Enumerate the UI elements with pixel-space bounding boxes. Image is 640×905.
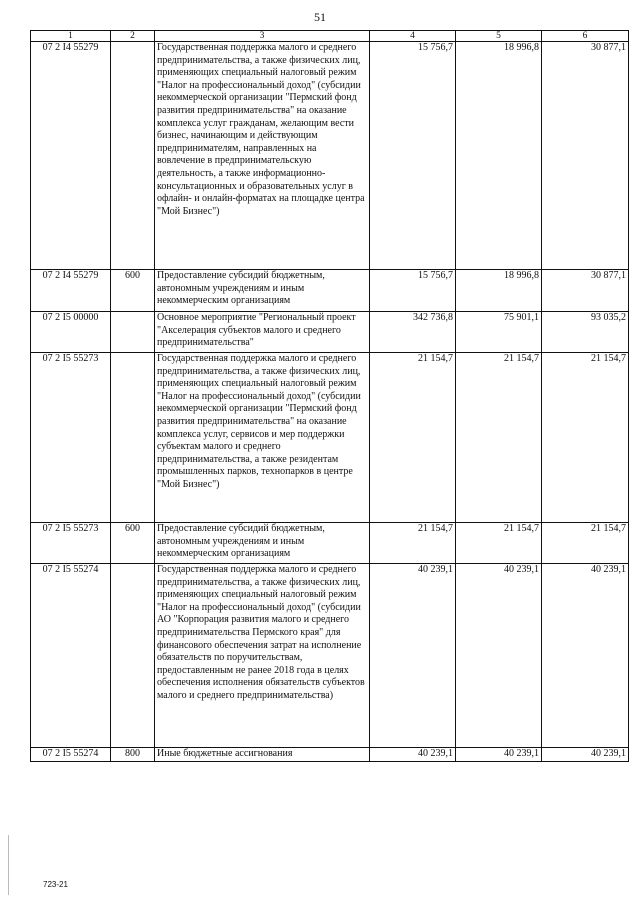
table-row [31, 523, 629, 564]
row-value-col4: 21 154,7 [370, 523, 456, 564]
row-value-col4: 40 239,1 [370, 564, 456, 748]
row-expense-type: 600 [111, 270, 155, 312]
row-value-col6: 40 239,1 [542, 748, 629, 762]
row-name: Государственная поддержка малого и среднего предпринимательства, а также физических лиц, применяющих специальный налоговый режим "Налог на профессиональный доход" (субсидии АО "Корпорация развития малого и среднего предпринимательства Пермского края" для финансового обеспечения затрат на исполнение обязательств по поручительствам, предоставленным не ранее 2018 года в целях обеспечения исполнения обязательств субъектов малого и среднего предпринимательства) [155, 564, 370, 748]
column-header-1: 1 [31, 31, 111, 42]
page-number: 51 [314, 10, 326, 24]
row-expense-type [111, 353, 155, 523]
row-name: Государственная поддержка малого и среднего предпринимательства, а также физических лиц, применяющих специальный налоговый режим "Налог на профессиональный доход" (субсидии некоммерческой организации "Пермский фонд развития предпринимательства" на оказание комплекса услуг гражданам, желающим вести бизнес, начинающим и действующим предпринимателям, направленных на вовлечение в предпринимательскую деятельность, а также информационно-консультационных и образовательных услуг в офлайн- и онлайн-форматах на площадке центра "Мой Бизнес") [155, 42, 370, 270]
column-header-4: 4 [370, 31, 456, 42]
row-code: 07 2 I5 55273 [31, 353, 111, 523]
row-name: Иные бюджетные ассигнования [155, 748, 370, 762]
row-expense-type [111, 42, 155, 270]
row-code: 07 2 I5 00000 [31, 312, 111, 353]
table-row [31, 564, 629, 748]
row-value-col6: 30 877,1 [542, 270, 629, 312]
row-value-col6: 93 035,2 [542, 312, 629, 353]
row-value-col6: 21 154,7 [542, 523, 629, 564]
row-code: 07 2 I5 55274 [31, 564, 111, 748]
column-header-2: 2 [111, 31, 155, 42]
row-expense-type [111, 312, 155, 353]
row-value-col6: 21 154,7 [542, 353, 629, 523]
row-name: Государственная поддержка малого и среднего предпринимательства, а также физических лиц, применяющих специальный налоговый режим "Налог на профессиональный доход" (субсидии некоммерческой организации "Пермский фонд развития предпринимательства" на оказание комплекса услуг, сервисов и мер поддержки субъектам малого и среднего предпринимательства, а также резидентам промышленных парков, технопарков в центре "Мой Бизнес") [155, 353, 370, 523]
row-code: 07 2 I5 55273 [31, 523, 111, 564]
column-header-3: 3 [155, 31, 370, 42]
row-value-col5: 40 239,1 [456, 564, 542, 748]
table-row [31, 748, 629, 762]
row-value-col4: 15 756,7 [370, 42, 456, 270]
row-value-col6: 40 239,1 [542, 564, 629, 748]
row-value-col5: 75 901,1 [456, 312, 542, 353]
table-row [31, 42, 629, 270]
column-header-6: 6 [542, 31, 629, 42]
row-value-col5: 18 996,8 [456, 42, 542, 270]
row-expense-type: 800 [111, 748, 155, 762]
row-value-col5: 21 154,7 [456, 353, 542, 523]
row-value-col5: 18 996,8 [456, 270, 542, 312]
budget-table [30, 30, 629, 762]
scan-edge-line [8, 835, 9, 895]
table-row [31, 353, 629, 523]
row-name: Основное мероприятие "Региональный проект "Акселерация субъектов малого и среднего предпринимательства" [155, 312, 370, 353]
row-value-col4: 342 736,8 [370, 312, 456, 353]
column-header-5: 5 [456, 31, 542, 42]
row-value-col4: 40 239,1 [370, 748, 456, 762]
row-expense-type: 600 [111, 523, 155, 564]
document-code: 723-21 [43, 880, 68, 889]
row-code: 07 2 I4 55279 [31, 270, 111, 312]
table-header-row [31, 31, 629, 42]
row-value-col4: 21 154,7 [370, 353, 456, 523]
row-value-col5: 21 154,7 [456, 523, 542, 564]
row-value-col6: 30 877,1 [542, 42, 629, 270]
row-expense-type [111, 564, 155, 748]
table-row [31, 270, 629, 312]
row-value-col4: 15 756,7 [370, 270, 456, 312]
table-row [31, 312, 629, 353]
row-value-col5: 40 239,1 [456, 748, 542, 762]
row-code: 07 2 I4 55279 [31, 42, 111, 270]
row-code: 07 2 I5 55274 [31, 748, 111, 762]
row-name: Предоставление субсидий бюджетным, автономным учреждениям и иным некоммерческим организациям [155, 523, 370, 564]
row-name: Предоставление субсидий бюджетным, автономным учреждениям и иным некоммерческим организациям [155, 270, 370, 312]
